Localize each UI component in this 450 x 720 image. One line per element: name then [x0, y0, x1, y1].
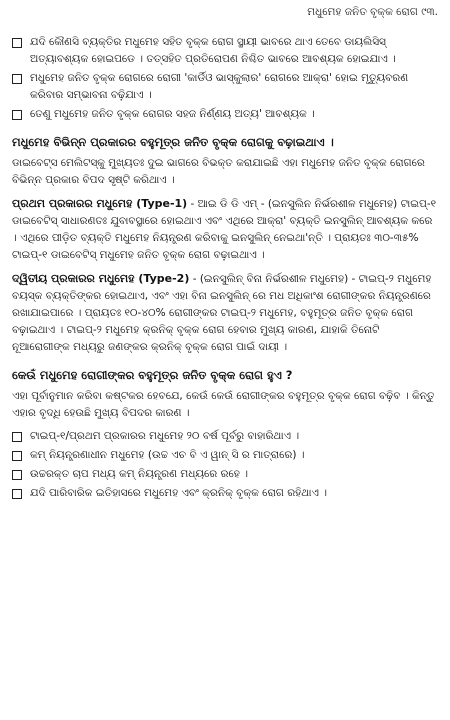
type2-paragraph	[12, 270, 438, 356]
bullet-text: ଉଚ୍ଚରକ୍ତ ଚାପ ମଧ୍ୟ କମ୍ ନିୟନ୍ତ୍ରଣ ମଧ୍ୟରେ ରହେ ।	[30, 468, 248, 480]
list-item	[12, 428, 438, 445]
section-paragraph: ଏହା ପୂର୍ବାନୁମାନ କରିବା କଷ୍ଟକର ହେବଯେ, କେଉଁ କେଉଁ ରୋଗୀଙ୍କର ବହୁମୂତ୍ର ବୃକ୍କ ରୋଗ ବଢ଼ିବ । କିନ୍ତୁ ଏହାର ବୃଦ୍ଧି ହେଉଛି ମୁଖ୍ୟ ବିପଦର କାରଣ ।	[12, 390, 435, 419]
list-item	[12, 106, 438, 123]
running-title: ମଧୁମେହ ଜନିତ ବୃକ୍କ ରୋଗ	[307, 6, 418, 18]
checkbox-bullet-icon	[12, 110, 22, 120]
checkbox-bullet-icon	[12, 38, 22, 48]
bullet-text: ଯଦି କୌଣସି ବ୍ୟକ୍ତିର ମଧୁମେହ ସହିତ ବୃକ୍କ ରୋଗ ସ୍ଥାୟୀ ଭାବରେ ଥାଏ ତେବେ ଡାୟଲିସିସ୍ ଅତ୍ୟାବଶ୍ୟକ ହୋଇପଡେ । ତତ୍ସହିତ ପ୍ରତିରୋପଣ ନିଶ୍ଚିତ ଭାବରେ ଆବଶ୍ୟକ ହୋଇଯାଏ ।	[30, 36, 396, 65]
type1-text: - ଆଇ ଡି ଡି ଏମ୍ - (ଇନସୁଲିନ ନିର୍ଭରଶୀଳ ମଧୁମେହ) ଟାଇପ୍-୧ ଡାଇବେଟିସ୍ ସାଧାରଣତଃ ଯୁବାବସ୍ଥାରେ ହୋଇଥାଏ ଏବଂ ଏଥିରେ ଆକ୍ରା' ବ୍ୟକ୍ତି ଇନସୁଲିନ୍ ଆବଶ୍ୟକ କରେ । ଏଥିରେ ପୀଡ଼ିତ ବ୍ୟକ୍ତି ମଧୁମେହ ନିୟନ୍ତ୍ରଣ କରିବାକୁ ଇନସୁଲିନ୍ ନେଇଥା'ନ୍ତି । ପ୍ରାୟତଃ ୩୦-୩୫% ଟାଇପ୍-୧ ଡାଇବେଟିସ୍ ମଧୁମେହ ଜନିତ ବୃକ୍କ ରୋଗ ବଢ଼ାଇଥାଏ ।	[12, 198, 437, 261]
list-item	[12, 34, 438, 68]
bullet-text: ମଧୁମେହ ଜନିତ ବୃକ୍କ ରୋଗରେ ରୋଗୀ 'କାର୍ଡିଓ ଭାସ୍କୁଲାର' ରୋଗରେ ଆକ୍ରା' ହୋଇ ମୃତ୍ୟୁବରଣ କରିବାର ସମ୍ଭାବନା ବଢ଼ିଯାଏ ।	[30, 72, 409, 101]
running-header	[307, 6, 438, 19]
section-heading: ମଧୁମେହ ବିଭିନ୍ନ ପ୍ରକାରର ବହୁମୂତ୍ର ଜନିତ ବୃକ୍କ ରୋଗକୁ ବଢ଼ାଇଥାଏ ।	[12, 135, 334, 149]
type2-lead: ଦ୍ୱିତୀୟ ପ୍ରକାରର ମଧୁମେହ (Type-2)	[12, 272, 190, 285]
list-item	[12, 466, 438, 483]
checkbox-bullet-icon	[12, 489, 22, 499]
checkbox-bullet-icon	[12, 432, 22, 442]
page-number: ୯୩.	[421, 6, 438, 18]
section-heading: କେଉଁ ମଧୁମେହ ରୋଗୀଙ୍କର ବହୁମୂତ୍ର ଜନିତ ବୃକ୍କ ରୋଗ ହୁଏ ?	[12, 368, 293, 382]
checkbox-bullet-icon	[12, 470, 22, 480]
type1-lead: ପ୍ରଥମ ପ୍ରକାରର ମଧୁମେହ (Type-1)	[12, 197, 188, 210]
type2-text: - (ଇନସୁଲିନ୍ ବିନା ନିର୍ଭରଶୀଳ ମଧୁମେହ) - ଟାଇପ୍-୨ ମଧୁମେହ ବୟସ୍କ ବ୍ୟକ୍ତିଙ୍କର ହୋଇଥାଏ, ଏବଂ ଏହା ବିନା ଇନସୁଲିନ୍ ରେ ମଧ ଅଧିକାଂଶ ରୋଗୀଙ୍କର ନିୟନ୍ତ୍ରଣରେ ରଖାଯାଇପାରେ । ପ୍ରାୟତଃ ୧୦-୪୦% ରୋଗୀଙ୍କର ଟାଇପ୍-୨ ମଧୁମେହ, ବହୁମୂତ୍ର ଜନିତ ବୃକ୍କ ରୋଗ ବଢ଼ାଇଥାଏ । ଟାଇପ୍-୨ ମଧୁମେହ କ୍ରନିକ୍ ବୃକ୍କ ରୋଗ ହେବାର ମୁଖ୍ୟ କାରଣ, ଯାହାକି ତିନୋଟି ନୂଆରୋଗୀଙ୍କ ମଧ୍ୟରୁ ଜଣଙ୍କର କ୍ରନିକ୍ ବୃକ୍କ ରୋଗ ପାଇଁ ଦାୟୀ ।	[12, 273, 432, 353]
page-content	[12, 34, 438, 504]
bullet-text: ଟାଇପ୍-୧/ପ୍ରଥମ ପ୍ରକାରର ମଧୁମେହ ୨୦ ବର୍ଷ ପୂର୍ବରୁ ବାହାରିଥାଏ ।	[30, 430, 300, 442]
bullet-text: କମ୍ ନିୟନ୍ତ୍ରଣାଧୀନ ମଧୁମେହ (ଉଚ୍ଚ ଏଚ ବି ଏ ୱାନ୍ ସି ର ମାତ୍ରାରେ) ।	[30, 449, 305, 461]
checkbox-bullet-icon	[12, 74, 22, 84]
list-item	[12, 70, 438, 104]
bullet-text: ଯଦି ପାରିବାରିକ ଇତିହାସରେ ମଧୁମେହ ଏବଂ କ୍ରନିକ୍ ବୃକ୍କ ରୋଗ ରହିଥାଏ ।	[30, 487, 327, 499]
section-paragraph: ଡାଇବେଟ୍ସ ମେଲିଟସ୍‌କୁ ମୁଖ୍ୟତଃ ଦୁଇ ଭାଗରେ ବିଭକ୍ତ କରାଯାଇଛି ଏହା ମଧୁମେହ ଜନିତ ବୃକ୍କ ରୋଗରେ ବିଭିନ୍ନ ପ୍ରକାର ବିପଦ ସୃଷ୍ଟି କରିଥାଏ ।	[12, 157, 425, 186]
checkbox-bullet-icon	[12, 451, 22, 461]
list-item	[12, 447, 438, 464]
list-item	[12, 485, 438, 502]
bullet-text: ତେଣୁ ମଧୁମେହ ଜନିତ ବୃକ୍କ ରୋଗର ସହଜ ନିର୍ଣ୍ଣୟ ଅତ୍ୟ' ଆବଶ୍ୟକ ।	[30, 108, 315, 120]
type1-paragraph	[12, 195, 438, 264]
